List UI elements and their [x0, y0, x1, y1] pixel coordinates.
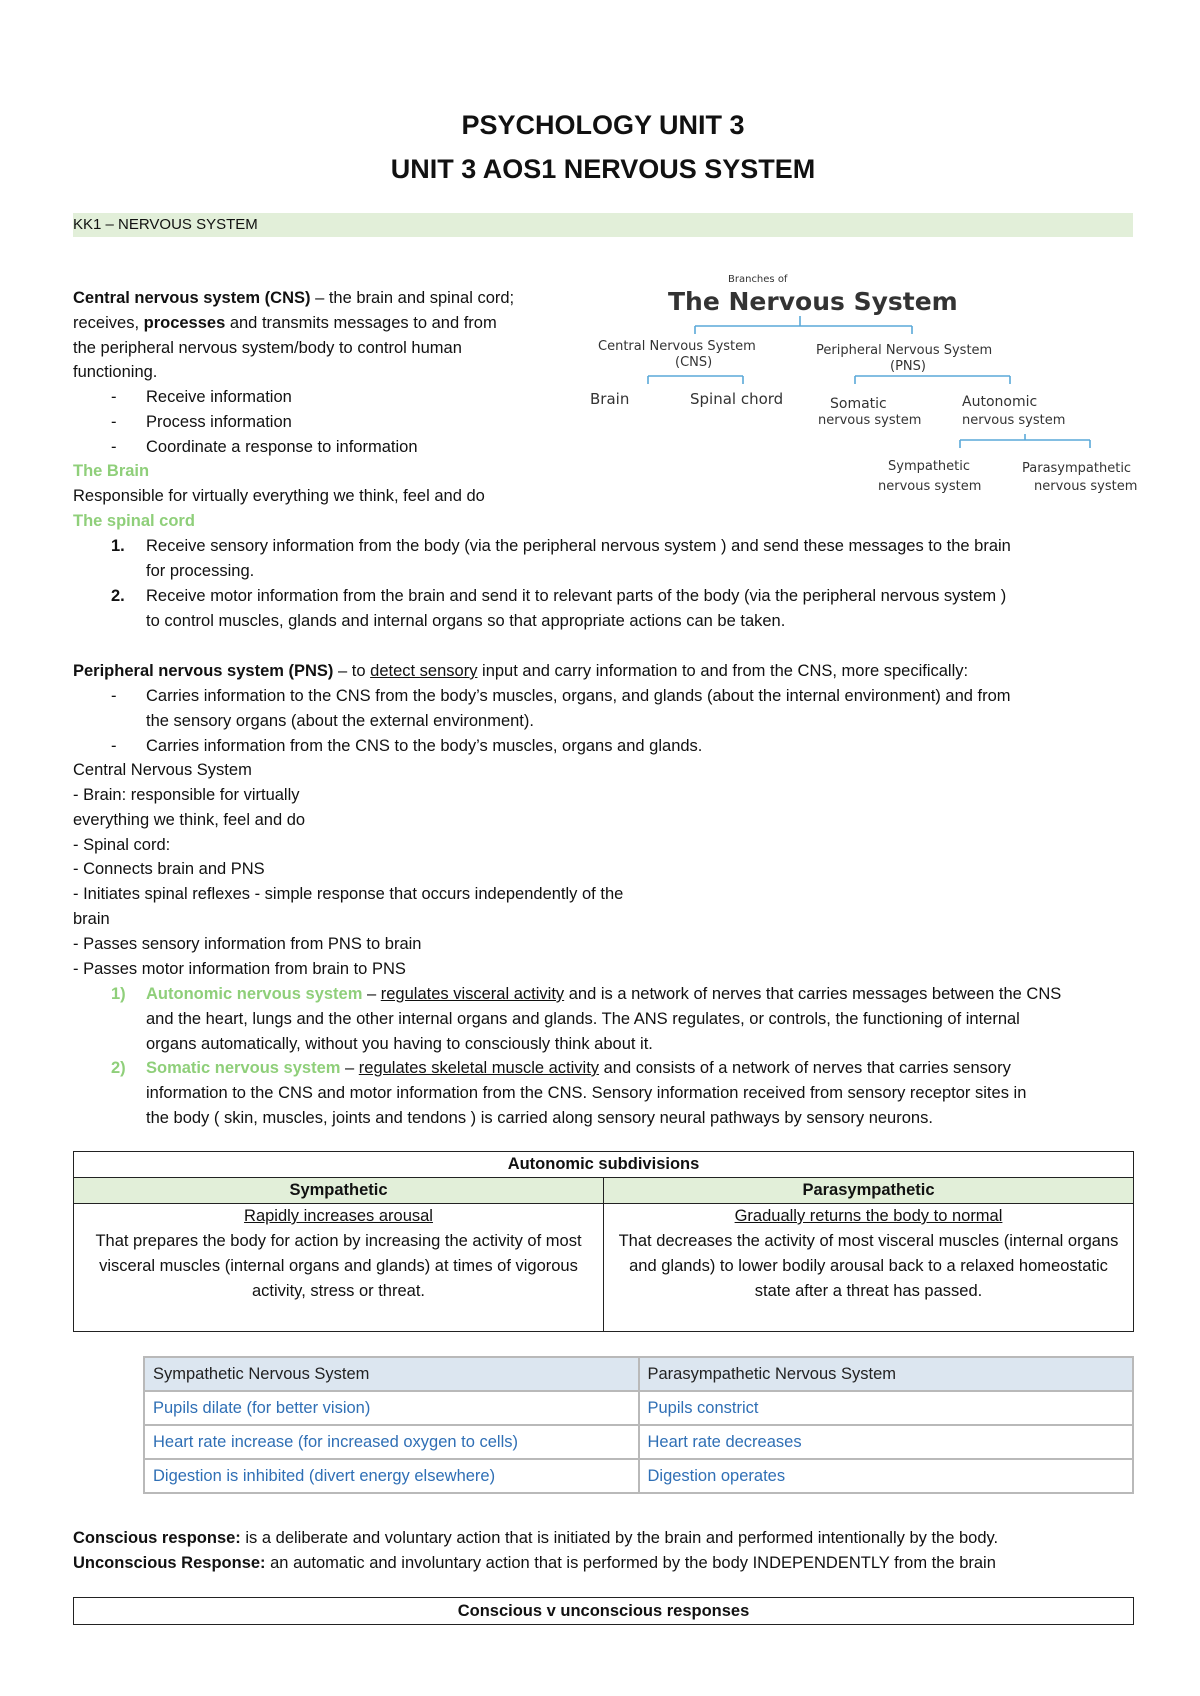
table-row [144, 1459, 1133, 1493]
diagram-parasympathetic-2: nervous system [1034, 479, 1138, 494]
pns-bullet-2-text: Carries information from the CNS to the body’s muscles, organs and glands. [146, 737, 703, 755]
sympathetic-head: Rapidly increases arousal [244, 1207, 433, 1225]
diagram-parasympathetic: Parasympathetic [1022, 461, 1132, 476]
diagram-sympathetic-2: nervous system [878, 479, 982, 494]
spinal-item-1-line-1: Receive sensory information from the body (via the peripheral nervous system ) and send these messages to the brain [146, 537, 1011, 555]
diagram-spinal: Spinal chord [690, 390, 784, 408]
document-title: PSYCHOLOGY UNIT 3 [461, 110, 745, 140]
cns-line-3: the peripheral nervous system/body to control human [73, 339, 462, 357]
table-cell: Digestion operates [639, 1459, 1134, 1493]
nervous-system-diagram [590, 268, 1180, 516]
ans-heading: Autonomic nervous system [146, 985, 363, 1003]
table-header-row [144, 1357, 1133, 1391]
cns-line-1 [73, 286, 514, 310]
unconscious-term: Unconscious Response: [73, 1554, 266, 1572]
table-header-cell: Sympathetic Nervous System [144, 1357, 639, 1391]
list-number: 2) [111, 1059, 126, 1077]
note-line: - Initiates spinal reflexes - simple response that occurs independently of the [73, 885, 624, 903]
brain-heading: The Brain [73, 462, 150, 480]
diagram-sympathetic: Sympathetic [888, 459, 971, 474]
autonomic-subdivisions-table [73, 1151, 1134, 1332]
table-cell: Pupils constrict [639, 1391, 1134, 1425]
pns-underline: detect sensory [370, 662, 478, 680]
diagram-svg [590, 268, 1180, 516]
pns-line [73, 659, 968, 683]
sns-text-2: information to the CNS and motor information from the CNS. Sensory information received from sensory receptor sites in [146, 1084, 1027, 1102]
ans-underline: regulates visceral activity [380, 985, 565, 1003]
cns-text-1: – the brain and spinal cord; [310, 289, 515, 307]
sns-dash: – [340, 1059, 359, 1077]
note-line: - Passes motor information from brain to PNS [73, 960, 406, 978]
unconscious-text: an automatic and involuntary action that is performed by the body INDEPENDENTLY from the brain [265, 1554, 996, 1572]
diagram-pns-abbr: (PNS) [890, 359, 926, 374]
pns-bullet-1-line-2: the sensory organs (about the external environment). [146, 712, 534, 730]
cns-line-4: functioning. [73, 363, 158, 381]
table-cell: Pupils dilate (for better vision) [144, 1391, 639, 1425]
diagram-title: The Nervous System [668, 287, 958, 316]
diagram-cns-abbr: (CNS) [675, 355, 713, 370]
brain-text: Responsible for virtually everything we think, feel and do [73, 487, 485, 505]
parasympathetic-head: Gradually returns the body to normal [734, 1207, 1003, 1225]
parasympathetic-cell [604, 1204, 1134, 1332]
table-header-cell: Parasympathetic Nervous System [639, 1357, 1134, 1391]
table-cell: Digestion is inhibited (divert energy elsewhere) [144, 1459, 639, 1493]
unconscious-definition [73, 1551, 996, 1575]
note-line: - Brain: responsible for virtually [73, 786, 300, 804]
conscious-term: Conscious response: [73, 1529, 241, 1547]
table-title: Conscious v unconscious responses [74, 1598, 1134, 1625]
conscious-definition [73, 1526, 998, 1550]
note-line: - Passes sensory information from PNS to brain [73, 935, 422, 953]
table-col-parasympathetic: Parasympathetic [604, 1178, 1134, 1204]
list-number: 1) [111, 985, 126, 1003]
diagram-somatic: Somatic [830, 396, 887, 412]
diagram-autonomic-2: nervous system [962, 413, 1066, 428]
pns-post: input and carry information to and from the CNS, more specifically: [477, 662, 969, 680]
diagram-brain: Brain [590, 390, 630, 408]
ans-dash: – [362, 985, 381, 1003]
spinal-item-1-line-2: for processing. [146, 562, 255, 580]
cns-bullet-text: Receive information [146, 388, 292, 406]
cns-term: Central nervous system (CNS) [73, 289, 311, 307]
spinal-item-2-line-1: Receive motor information from the brain and send it to relevant parts of the body (via the peripheral nervous system ) [146, 587, 1007, 605]
diagram-somatic-2: nervous system [818, 413, 922, 428]
table-title: Autonomic subdivisions [74, 1152, 1134, 1178]
sns-heading: Somatic nervous system [146, 1059, 341, 1077]
pns-bullet-1-line-1: Carries information to the CNS from the body’s muscles, organs, and glands (about the internal environment) and from [146, 687, 1011, 705]
table-row [144, 1391, 1133, 1425]
spinal-item-2-line-2: to control muscles, glands and internal organs so that appropriate actions can be taken. [146, 612, 786, 630]
table-cell: Heart rate increase (for increased oxygen to cells) [144, 1425, 639, 1459]
conscious-unconscious-table [73, 1597, 1134, 1625]
note-line: - Spinal cord: [73, 836, 171, 854]
table-row [144, 1425, 1133, 1459]
comparison-table [143, 1356, 1134, 1494]
sympathetic-cell [74, 1204, 604, 1332]
document-subtitle: UNIT 3 AOS1 NERVOUS SYSTEM [390, 154, 816, 184]
note-line: brain [73, 910, 110, 928]
sns-text-1: and consists of a network of nerves that carries sensory [599, 1059, 1011, 1077]
note-line: everything we think, feel and do [73, 811, 306, 829]
cns-text-2a: receives, [73, 314, 144, 332]
sns-text-3: the body ( skin, muscles, joints and tendons ) is carried along sensory neural pathways by sensory neurons. [146, 1109, 933, 1127]
list-number: 1. [111, 537, 125, 555]
pns-term: Peripheral nervous system (PNS) [73, 662, 334, 680]
ans-text-3: organs automatically, without you having to consciously think about it. [146, 1035, 653, 1053]
cns-bullet-text: Coordinate a response to information [146, 438, 418, 456]
diagram-small-label: Branches of [728, 274, 788, 285]
kk1-heading: KK1 – NERVOUS SYSTEM [73, 213, 1133, 237]
table-cell: Heart rate decreases [639, 1425, 1134, 1459]
cns-line-2 [73, 311, 497, 335]
ans-text-2: and the heart, lungs and the other internal organs and glands. The ANS regulates, or controls, the functioning of internal [146, 1010, 1020, 1028]
conscious-text: is a deliberate and voluntary action that is initiated by the brain and performed intentionally by the body. [240, 1529, 999, 1547]
spinal-heading: The spinal cord [73, 512, 195, 530]
list-number: 2. [111, 587, 125, 605]
cns-text-2c: and transmits messages to and from [225, 314, 497, 332]
sns-underline: regulates skeletal muscle activity [358, 1059, 600, 1077]
parasympathetic-text: That decreases the activity of most visceral muscles (internal organs and glands) to lower bodily arousal back to a relaxed homeostatic state after a threat has passed. [618, 1232, 1119, 1300]
diagram-connectors [648, 316, 1090, 448]
diagram-cns-label: Central Nervous System [598, 339, 756, 354]
table-col-sympathetic: Sympathetic [74, 1178, 604, 1204]
note-line: Central Nervous System [73, 761, 252, 779]
note-line: - Connects brain and PNS [73, 860, 265, 878]
cns-bullet-text: Process information [146, 413, 292, 431]
sympathetic-text: That prepares the body for action by increasing the activity of most visceral muscles (internal organs and glands) at times of vigorous activity, stress or threat. [95, 1232, 582, 1300]
pns-pre: – to [333, 662, 371, 680]
ans-text-1: and is a network of nerves that carries messages between the CNS [564, 985, 1062, 1003]
diagram-pns-label: Peripheral Nervous System [816, 343, 993, 358]
diagram-autonomic: Autonomic [962, 394, 1038, 410]
cns-text-2b: processes [143, 314, 226, 332]
